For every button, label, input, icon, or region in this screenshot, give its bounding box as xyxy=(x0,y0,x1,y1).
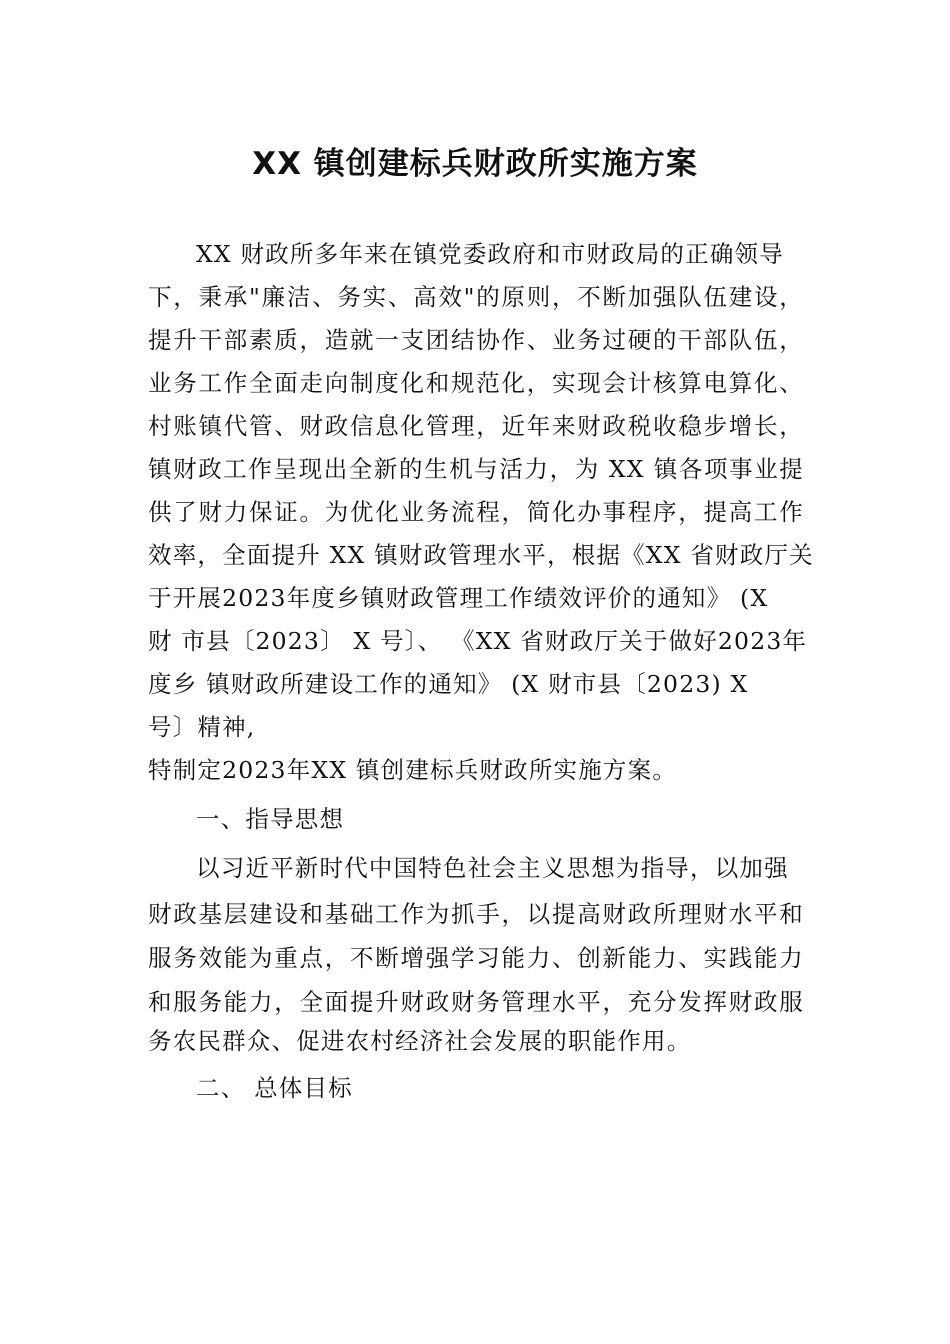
section-heading-guiding-ideology: 一、指导思想 xyxy=(196,805,345,833)
intro-line: 特制定2023年XX 镇创建标兵财政所实施方案。 xyxy=(148,756,678,784)
intro-line: 于开展2023年度乡镇财政管理工作绩效评价的通知》 (X xyxy=(148,584,769,612)
intro-line: 村账镇代管、财政信息化管理，近年来财政税收稳步增长， xyxy=(148,412,804,440)
document-title: XX 镇创建标兵财政所实施方案 xyxy=(252,146,698,182)
intro-line: 财 市县〔2023〕 X 号〕、 《XX 省财政厅关于做好2023年 xyxy=(148,627,808,655)
intro-line: 镇财政工作呈现出全新的生机与活力，为 XX 镇各项事业提 xyxy=(148,455,804,483)
intro-line: 下，秉承"廉洁、务实、高效"的原则，不断加强队伍建设， xyxy=(148,283,804,311)
section1-line: 财政基层建设和基础工作为抓手，以提高财政所理财水平和 xyxy=(148,900,804,928)
intro-line: 效率，全面提升 XX 镇财政管理水平，根据《XX 省财政厅关 xyxy=(148,541,814,569)
intro-line: 供了财力保证。为优化业务流程，简化办事程序，提高工作 xyxy=(148,498,804,526)
intro-line: 度乡 镇财政所建设工作的通知》 (X 财市县〔2023) X xyxy=(148,670,749,698)
intro-line: 业务工作全面走向制度化和规范化，实现会计核算电算化、 xyxy=(148,369,804,397)
intro-line: 提升干部素质，造就一支团结协作、业务过硬的干部队伍， xyxy=(148,326,804,354)
section1-line: 服务效能为重点，不断增强学习能力、创新能力、实践能力 xyxy=(148,944,804,972)
section1-line: 和服务能力，全面提升财政财务管理水平，充分发挥财政服 xyxy=(148,988,804,1016)
intro-line: XX 财政所多年来在镇党委政府和市财政局的正确领导 xyxy=(196,240,784,268)
section1-line: 以习近平新时代中国特色社会主义思想为指导，以加强 xyxy=(196,854,789,882)
intro-line: 号〕精神, xyxy=(148,713,256,741)
section1-line: 务农民群众、促进农村经济社会发展的职能作用。 xyxy=(148,1027,692,1055)
section-heading-overall-goal: 二、 总体目标 xyxy=(196,1074,353,1102)
